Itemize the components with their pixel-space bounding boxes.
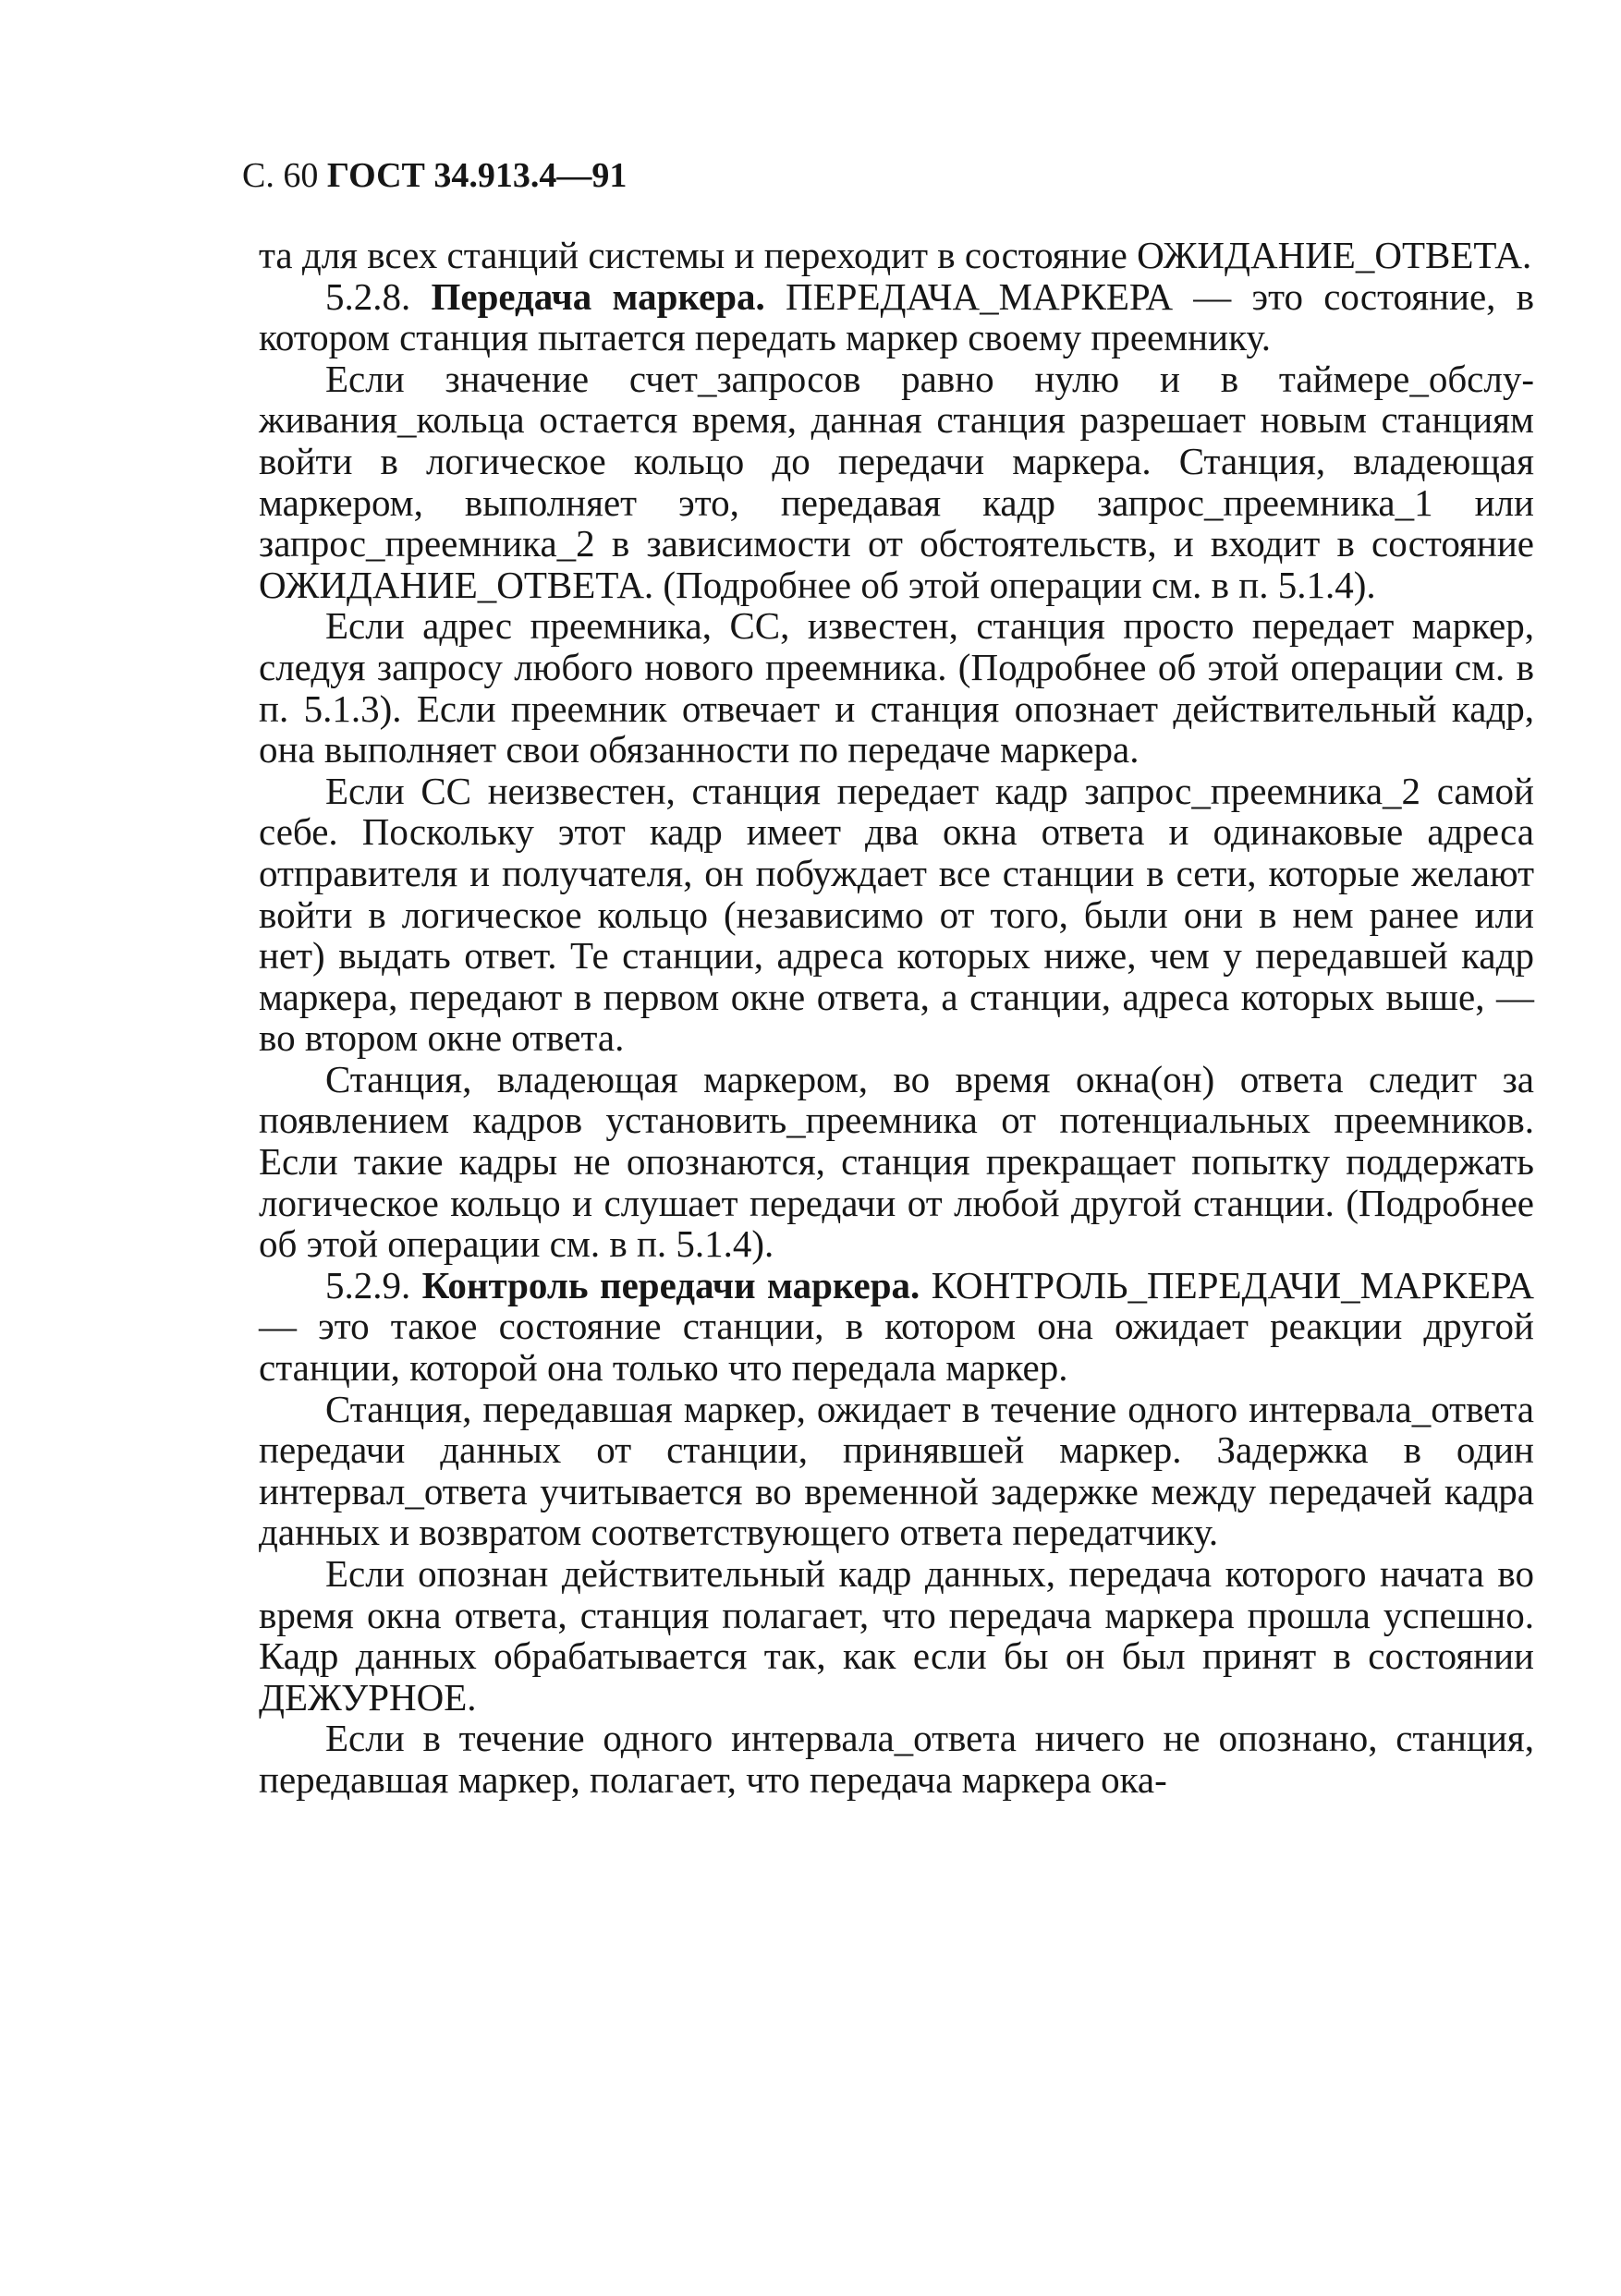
paragraph-text: Станция, передавшая маркер, ожидает в течение одного интервала_ответа передачи данных от станции, принявшей маркер. Задержка в один интервал_ответа учитывается во временной задержке между передачей кадра данных и возвратом соответствующего ответа передатчику. bbox=[259, 1387, 1534, 1554]
section-number: 5.2.9. bbox=[325, 1263, 411, 1306]
paragraph-4 bbox=[259, 605, 1534, 770]
paragraph-9 bbox=[259, 1553, 1534, 1718]
body-text bbox=[259, 235, 1534, 1801]
paragraph-10 bbox=[259, 1718, 1534, 1800]
page-header bbox=[242, 155, 627, 196]
section-title: Передача маркера. bbox=[431, 274, 765, 318]
page-number: С. 60 bbox=[242, 156, 319, 195]
paragraph-text: Если адрес преемника, СС, известен, станция просто передает маркер, следуя запросу любого нового преемника. (Подробнее об этой операции см. в п. 5.1.3). Если преемник отвечает и станция опознает действительный кадр, она выполняет свои обязанности по передаче маркера. bbox=[259, 604, 1534, 771]
paragraph-text: Станция, владеющая маркером, во время окна(он) ответа следит за появлением кадров установить_преемника от потенциальных преемников. Если такие кадры не опознаются, станция прекращает попытку поддержать логическое кольцо и слушает передачи от любой другой станции. (Подробнее об этой операции см. в п. 5.1.4). bbox=[259, 1057, 1534, 1266]
document-code: ГОСТ 34.913.4—91 bbox=[326, 156, 628, 195]
paragraph-text: Если опознан действительный кадр данных, передача которого начата во время окна ответа, станция полагает, что передача маркера прошла успешно. Кадр данных обрабатывается так, как если бы он был принят в состоянии ДЕЖУРНОЕ. bbox=[259, 1552, 1534, 1719]
section-number: 5.2.8. bbox=[325, 274, 411, 318]
section-5-2-9 bbox=[259, 1265, 1534, 1389]
section-title: Контроль передачи маркера. bbox=[421, 1263, 920, 1306]
paragraph-text: Если СС неизвестен, станция передает кадр запрос_преемника_2 самой себе. Поскольку этот кадр имеет два окна ответа и одинаковые адреса отправителя и получателя, он побуждает все станции в сети, которые желают войти в логическое кольцо (независимо от того, были они в нем ранее или нет) выдать ответ. Те станции, адреса которых ниже, чем у передавшей кадр маркера, передают в первом окне ответа, а станции, адреса которых выше, — во втором окне ответа. bbox=[259, 769, 1534, 1060]
paragraph-text: Если в течение одного интервала_ответа ничего не опознано, станция, передавшая маркер, полагает, что передача маркера ока- bbox=[259, 1717, 1534, 1801]
section-5-2-8 bbox=[259, 276, 1534, 358]
paragraph-3 bbox=[259, 358, 1534, 606]
paragraph-8 bbox=[259, 1389, 1534, 1553]
paragraph-text: КОНТРОЛЬ_ПЕРЕДАЧИ_МАРКЕРА — это такое состояние станции, в котором она ожидает реакции другой станции, которой она только что передала маркер. bbox=[259, 1263, 1535, 1390]
paragraph-5 bbox=[259, 771, 1534, 1059]
paragraph-1 bbox=[259, 235, 1534, 276]
paragraph-text: та для всех станций системы и переходит в состояние ОЖИДАНИЕ_ОТВЕТА. bbox=[259, 234, 1532, 276]
paragraph-text: Если значение счет_запросов равно нулю и в таймере_обслуживания_кольца остается время, данная станция разрешает новым станциям войти в логическое кольцо до передачи маркера. Станция, владеющая маркером, выполняет это, передавая кадр запрос_преемника_1 или запрос_преемника_2 в зависимости от обстоятельств, и входит в состояние ОЖИДАНИЕ_ОТВЕТА. (Подробнее об этой операции см. в п. 5.1.4). bbox=[259, 357, 1534, 606]
paragraph-text: ПЕРЕДАЧА_МАРКЕРА — это состояние, в котором станция пытается передать маркер своему преемнику. bbox=[259, 274, 1535, 359]
paragraph-6 bbox=[259, 1059, 1534, 1265]
